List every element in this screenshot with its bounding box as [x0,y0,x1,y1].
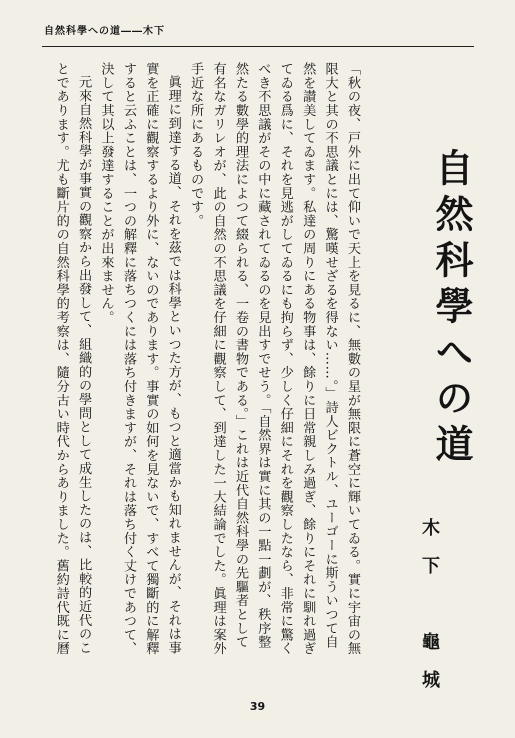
header-rule [42,46,474,47]
paragraph-2: 眞理に到達する道、それを茲では科學といつた方が、もつと適當かも知れませんが、それは事實を正確に觀察するより外に、ないのであります。事實の如何を見ないで、すべて獨斷的に解釋すると云ふことは、一つの解釋に落ちつくには落ち付きますが、それは落ち付く丈けであつて、決して其以上發達することが出來ません。 [98,62,181,656]
paragraph-3: 元來自然科學が事實の觀察から出發して、組織的の學問として成生したのは、比較的近代のことであります。尤も斷片的の自然科學的考察は、隨分古い時代からありました。舊約詩代既に曆 [53,62,92,656]
article-body [49,62,363,662]
paragraph-1: 「秋の夜、戸外に出て仰いで天上を見るに、無數の星が無限に蒼空に輝いてゐる。實に宇宙の無限大と其の不思議とには、驚嘆せざるを得ない……。」詩人ビクトル、ユーゴーに斯ういつて自然を讃美してゐます。私達の周りにある物事は、餘りに日常親しみ過ぎ、餘りにそれに馴れ過ぎてゐる爲に、それを見逃がしてゐるにも拘らず、少しく仔細にそれを觀察したなら、非常に驚くべき不思議がその中に藏されてゐるのを見出すでせう。「自然界は實に其の一點一劃が、秩序整然たる數學的理法によつて綴られる、一卷の書物である。」これは近代自然科學の先驅者として有名なガリレオが、此の自然の不思議を仔細に觀察して、到達した一大結論でした。眞理は案外手近な所にあるものです。 [188,62,360,656]
article-title: 自然科學への道 [429,148,474,470]
running-head: 自然科學への道――木下 [44,26,165,37]
page-number: 39 [249,700,266,713]
author-name: 木下 龜城 [419,518,440,708]
